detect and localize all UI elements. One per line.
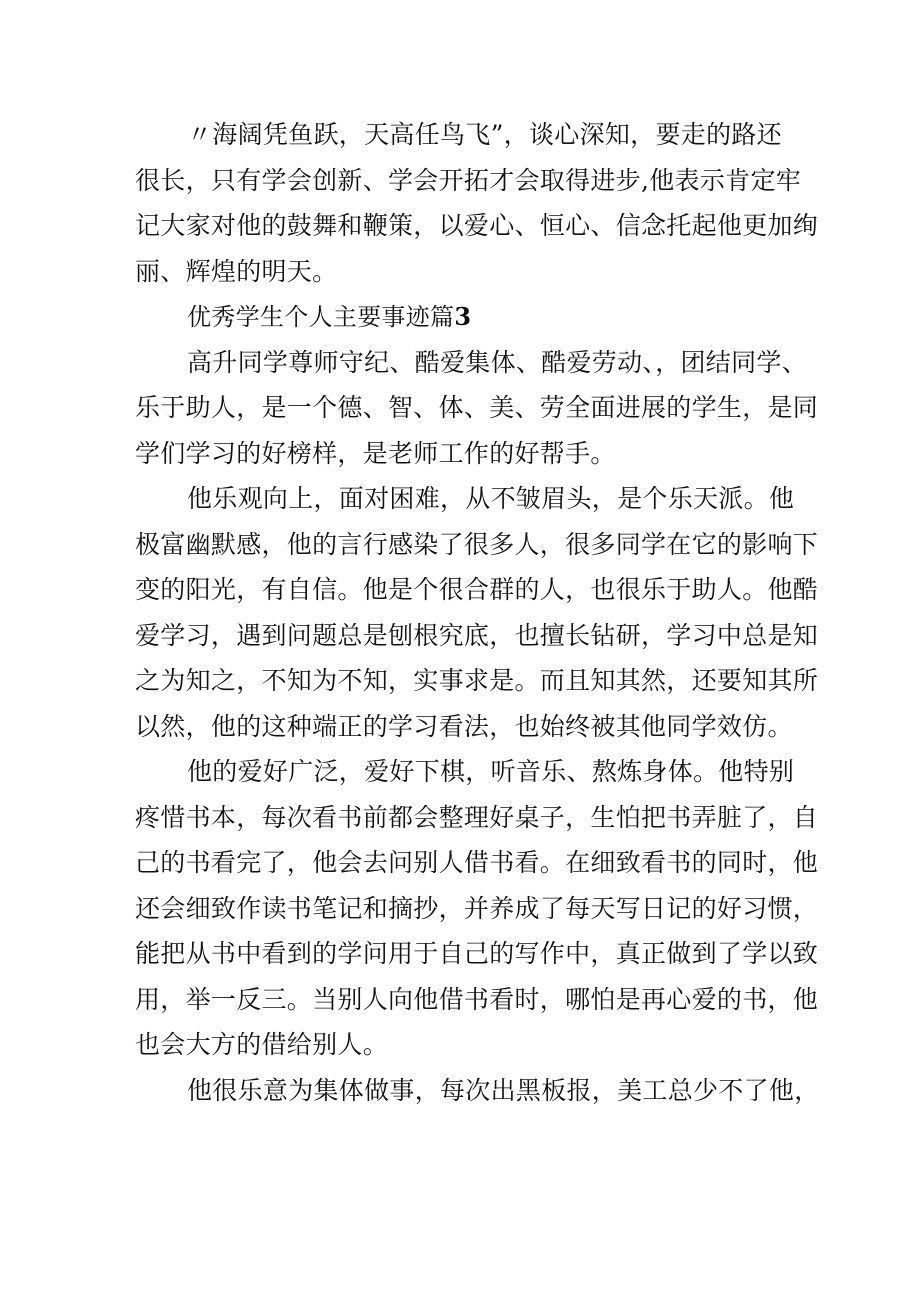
- text-line: 记大家对他的鼓舞和鞭策，以爱心、恒心、信念托起他更加绚: [135, 211, 819, 240]
- text-line: 他的爱好广泛，爱好下棋，听音乐、熬炼身体。他特别: [187, 757, 795, 786]
- heading-line: [135, 294, 795, 340]
- text-line: 他很乐意为集体做事，每次出黑板报，美工总少不了他，: [187, 1075, 820, 1105]
- text-line: 能把从书中看到的学问用于自己的写作中，真正做到了学以致: [135, 939, 819, 968]
- document-body: [135, 112, 820, 1113]
- text-line: 很长，只有学会创新、学会开拓才会取得进步,他表示肯定牢: [135, 165, 802, 195]
- text-line: 高升同学尊师守纪、酷爱集体、酷爱劳动、，团结同学、: [187, 347, 808, 377]
- text-line: 〃海阔凭鱼跃，天高任鸟飞”，谈心深知，要走的路还: [187, 120, 782, 149]
- text-line: 丽、辉煌的明天。: [135, 256, 338, 286]
- text-line: 他乐观向上，面对困难，从不皱眉头，是个乐天派。他: [187, 484, 795, 513]
- text-line: 变的阳光，有自信。他是个很合群的人，也很乐于助人。他酷: [135, 575, 819, 604]
- heading-text: 优秀学生个人主要事迹篇: [187, 303, 455, 331]
- text-line: 也会大方的借给别人。: [135, 1030, 389, 1059]
- text-line: 疼惜书本，每次看书前都会整理好桌子，生怕把书弄脏了，自: [135, 802, 819, 832]
- paragraph-hobbies: [135, 749, 819, 1068]
- text-line: 乐于助人，是一个德、智、体、美、劳全面进展的学生，是同: [135, 393, 819, 422]
- text-line: 爱学习，遇到问题总是刨根究底，也擅长钻研，学习中总是知: [135, 620, 819, 650]
- text-line: 还会细致作读书笔记和摘抄，并养成了每天写日记的好习惯，: [135, 893, 819, 923]
- paragraph-closing-quote: [135, 112, 819, 294]
- text-line: 以然，他的这种端正的学习看法，也始终被其他同学效仿。: [135, 711, 793, 741]
- paragraph-collective: [135, 1068, 820, 1114]
- text-line: 学们学习的好榜样，是老师工作的好帮手。: [135, 438, 616, 468]
- section-heading: [135, 294, 795, 340]
- paragraph-optimism: [135, 476, 819, 749]
- text-line: 极富幽默感，他的言行感染了很多人，很多同学在它的影响下: [135, 529, 819, 559]
- heading-number: 3: [454, 302, 472, 331]
- text-line: 己的书看完了，他会去问别人借书看。在细致看书的同时，他: [135, 848, 819, 877]
- paragraph-intro: [135, 340, 819, 477]
- text-line: 之为知之，不知为不知，实事求是。而且知其然，还要知其所: [135, 666, 819, 695]
- text-line: 用，举一反三。当别人向他借书看时，哪怕是再心爱的书，他: [135, 984, 819, 1014]
